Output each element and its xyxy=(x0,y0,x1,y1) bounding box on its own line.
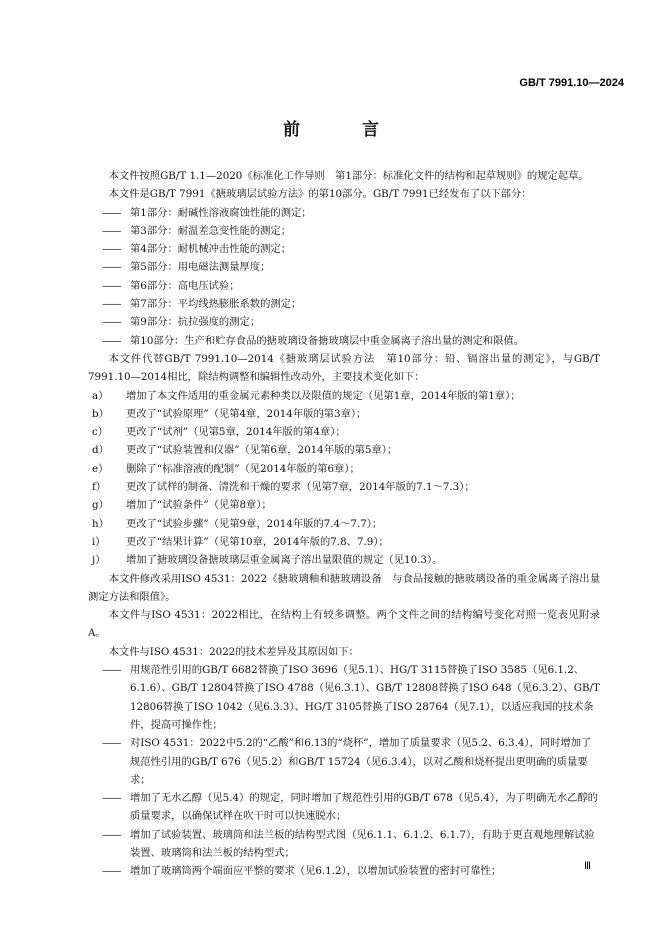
foreword-body xyxy=(88,167,611,881)
page-title: 前 言 xyxy=(283,120,407,140)
list-marker: h） xyxy=(92,517,109,530)
list-marker: e） xyxy=(92,462,109,475)
page-number: Ⅲ xyxy=(584,861,591,872)
list-marker: j） xyxy=(92,554,106,567)
list-item-text: 删除了“标准溶液的配制”（见2014年版的第6章）； xyxy=(126,462,360,475)
list-item-text: 更改了“试验装置和仪器”（见第6章，2014年版的第5章）； xyxy=(126,444,398,457)
list-marker: c） xyxy=(92,426,109,439)
list-item: —— 第7部分：平均线热膨胀系数的测定； xyxy=(102,295,600,313)
paragraph-structure-diff: 本文件与ISO 4531：2022相比，在结构上有较多调整。两个文件之间的结构编号变化对照一览表见附录A。 xyxy=(88,609,600,640)
list-item-text: 更改了“试验步骤”（见第9章，2014年版的7.4～7.7）； xyxy=(126,517,383,530)
list-marker: d） xyxy=(92,444,109,457)
list-item: —— 第4部分：耐机械冲击性能的测定； xyxy=(102,240,600,258)
paragraph-technical-diff-intro: 本文件与ISO 4531：2022的技术差异及其原因如下： xyxy=(108,645,359,658)
technical-diff-list xyxy=(88,661,600,881)
list-item: —— 第1部分：耐碱性溶液腐蚀性能的测定； xyxy=(102,204,600,222)
list-item: —— 增加了玻璃筒两个端面应平整的要求（见6.1.2），以增加试验装置的密封可靠性； xyxy=(102,862,600,880)
list-item: —— 第10部分：生产和贮存食品的搪玻璃设备搪玻璃层中重金属离子溶出量的测定和限值。 xyxy=(102,332,600,350)
list-item xyxy=(88,515,600,533)
list-item xyxy=(88,441,600,459)
paragraph-iso-adoption: 本文件修改采用ISO 4531：2022《搪玻璃釉和搪玻璃设备 与食品接触的搪玻璃设备的重金属离子溶出量 测定方法和限值》。 xyxy=(88,572,611,603)
list-item-text: 增加了搪玻璃设备搪玻璃层重金属离子溶出量限值的规定（见10.3）。 xyxy=(126,554,443,567)
list-marker: i） xyxy=(92,535,106,548)
list-item xyxy=(88,533,600,551)
list-item: —— 增加了试验装置、玻璃筒和法兰板的结构型式图（见6.1.1、6.1.2、6.1.7），有助于更直观地理解试验装置、玻璃筒和法兰板的结构型式； xyxy=(102,826,600,863)
list-item-text: 更改了“试验原理”（见第4章，2014年版的第3章）； xyxy=(126,407,367,420)
paragraph-drafting-rules: 本文件按照GB/T 1.1—2020《标准化工作导则 第1部分：标准化文件的结构和起草规则》的规定起草。 xyxy=(108,170,589,182)
list-item: —— 用规范性引用的GB/T 6682替换了ISO 3696（见5.1）、HG/T 3115替换了ISO 3585（见6.1.2、6.1.6）、GB/T 12804替换了ISO 4788（见6.3.1）、GB/T 12808替换了ISO 648（见6.3.2）、GB/T 12806替换了ISO 1042（见6.3.3）、HG/T 3105替换了ISO 28764（见7.1），以适应我国的技术条件，提高可操作性； xyxy=(102,661,600,734)
paragraph-series-intro: 本文件是GB/T 7991《搪玻璃层试验方法》的第10部分。GB/T 7991已经发布了以下部分： xyxy=(108,188,532,201)
list-item: —— 第9部分：抗拉强度的测定； xyxy=(102,313,600,331)
list-item-text: 更改了试样的制备、清洗和干燥的要求（见第7章，2014年版的7.1～7.3）； xyxy=(126,481,475,494)
list-marker: a） xyxy=(92,389,109,402)
list-item-text: 更改了“结果计算”（见第10章，2014年版的7.8、7.9）； xyxy=(126,535,389,548)
list-item-text: 更改了“试剂”（见第5章，2014年版的第4章）； xyxy=(126,426,346,439)
list-marker: b） xyxy=(92,407,109,420)
parts-list xyxy=(88,204,600,350)
list-item: —— 增加了无水乙醇（见5.4）的规定，同时增加了规范性引用的GB/T 678（见5.4），为了明确无水乙醇的质量要求，以确保试样在吹干时可以快速脱水； xyxy=(102,789,600,826)
list-item xyxy=(88,478,600,496)
list-item xyxy=(88,460,600,478)
paragraph-replacement: 本文件代替GB/T 7991.10—2014《搪玻璃层试验方法 第10部分：铅、镉溶出量的测定》，与GB/T 7991.10—2014相比，除结构调整和编辑性改动外，主要技术变化如下： xyxy=(88,352,600,384)
list-marker: g） xyxy=(92,499,109,512)
list-item: —— 第3部分：耐温差急变性能的测定； xyxy=(102,222,600,240)
list-item-text: 增加了本文件适用的重金属元素种类以及限值的规定（见第1章，2014年版的第1章）； xyxy=(126,389,521,402)
list-item xyxy=(88,551,600,569)
list-item xyxy=(88,423,600,441)
list-item: —— 第5部分：用电磁法测量厚度； xyxy=(102,258,600,276)
changes-list xyxy=(88,387,600,570)
list-item: —— 对ISO 4531：2022中5.2的“乙酸”和6.13的“烧杯”，增加了质量要求（见5.2、6.3.4），同时增加了规范性引用的GB/T 676（见5.2）和GB/T 15724（见6.3.4），以对乙酸和烧杯提出更明确的质量要求； xyxy=(102,734,600,789)
list-item xyxy=(88,496,600,514)
standard-number: GB/T 7991.10—2024 xyxy=(519,77,624,89)
list-item xyxy=(88,387,600,405)
list-item xyxy=(88,405,600,423)
list-item: —— 第6部分：高电压试验； xyxy=(102,277,600,295)
list-item-text: 增加了“试验条件”（见第8章）； xyxy=(126,499,272,512)
list-marker: f） xyxy=(92,481,107,494)
